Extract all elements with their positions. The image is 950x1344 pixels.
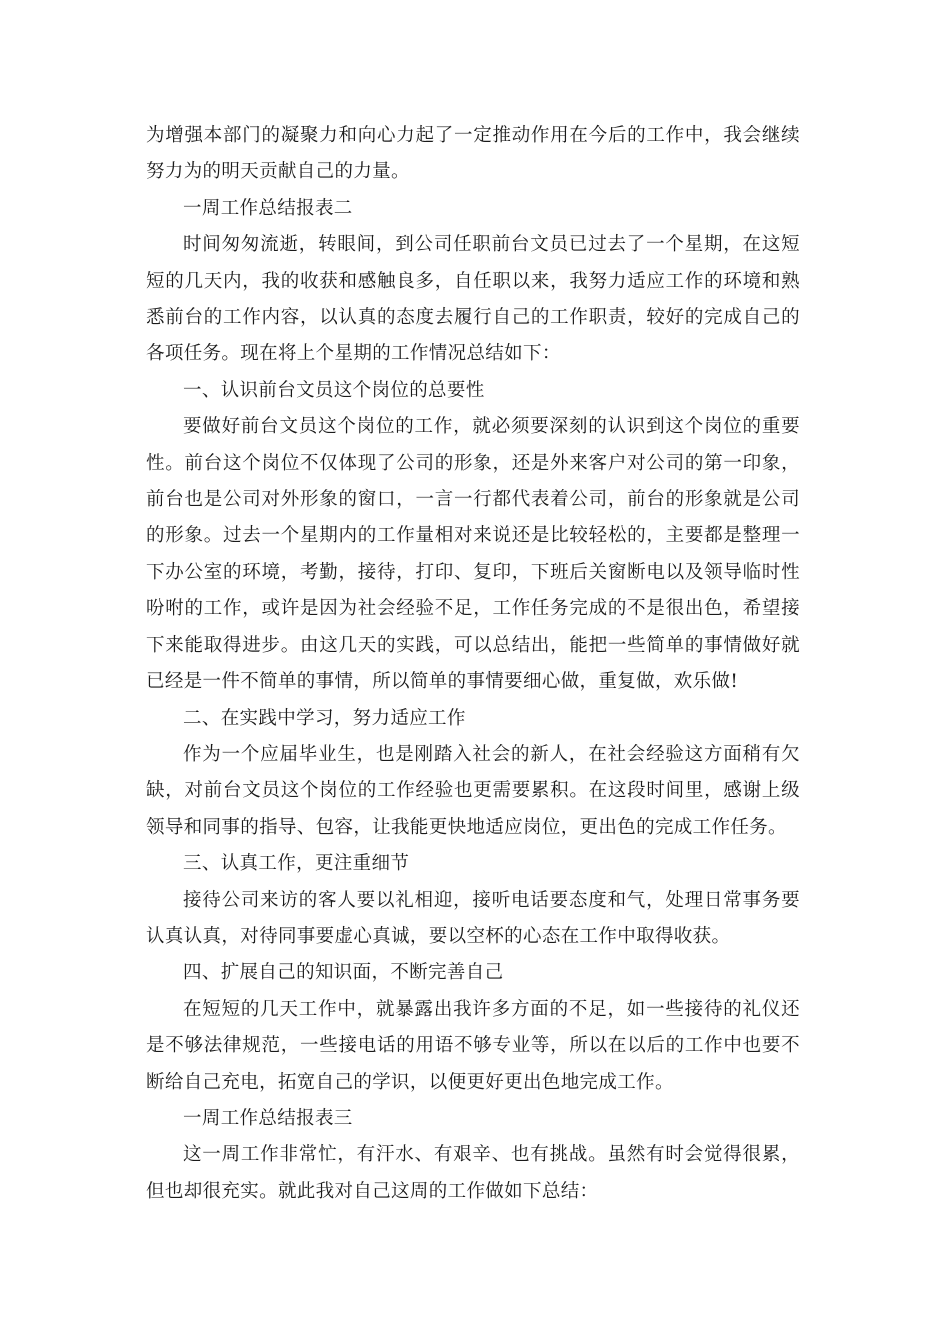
paragraph: 时间匆匆流逝，转眼间，到公司任职前台文员已过去了一个星期，在这短短的几天内，我的收获和感触良多，自任职以来，我努力适应工作的环境和熟悉前台的工作内容，以认真的态度去履行自己的工作职责，较好的完成自己的各项任务。现在将上个星期的工作情况总结如下： [146, 234, 800, 365]
document-body [146, 118, 800, 1210]
section-heading: 一、认识前台文员这个岗位的总要性 [183, 379, 485, 401]
section-heading: 四、扩展自己的知识面，不断完善自己 [183, 962, 504, 984]
section-heading: 一周工作总结报表三 [183, 1107, 353, 1129]
paragraph: 接待公司来访的客人要以礼相迎，接听电话要态度和气，处理日常事务要认真认真，对待同事要虚心真诚，要以空杯的心态在工作中取得收获。 [146, 889, 800, 947]
section-heading: 一周工作总结报表二 [183, 197, 353, 219]
section-heading: 三、认真工作，更注重细节 [183, 853, 410, 875]
paragraph: 在短短的几天工作中，就暴露出我许多方面的不足，如一些接待的礼仪还是不够法律规范，一些接电话的用语不够专业等，所以在以后的工作中也要不断给自己充电，拓宽自己的学识，以便更好更出色地完成工作。 [146, 998, 800, 1093]
section-heading: 二、在实践中学习，努力适应工作 [183, 707, 466, 729]
paragraph: 要做好前台文员这个岗位的工作，就必须要深刻的认识到这个岗位的重要性。前台这个岗位不仅体现了公司的形象，还是外来客户对公司的第一印象，前台也是公司对外形象的窗口，一言一行都代表着公司，前台的形象就是公司的形象。过去一个星期内的工作量相对来说还是比较轻松的，主要都是整理一下办公室的环境，考勤，接待，打印、复印，下班后关窗断电以及领导临时性吩咐的工作，或许是因为社会经验不足，工作任务完成的不是很出色，希望接下来能取得进步。由这几天的实践，可以总结出，能把一些简单的事情做好就已经是一件不简单的事情，所以简单的事情要细心做，重复做，欢乐做! [146, 416, 800, 693]
paragraph: 作为一个应届毕业生，也是刚踏入社会的新人，在社会经验这方面稍有欠缺，对前台文员这个岗位的工作经验也更需要累积。在这段时间里，感谢上级领导和同事的指导、包容，让我能更快地适应岗位，更出色的完成工作任务。 [146, 743, 800, 838]
paragraph: 这一周工作非常忙，有汗水、有艰辛、也有挑战。虽然有时会觉得很累，但也却很充实。就此我对自己这周的工作做如下总结： [146, 1144, 800, 1202]
paragraph: 为增强本部门的凝聚力和向心力起了一定推动作用在今后的工作中，我会继续努力为的明天贡献自己的力量。 [146, 125, 800, 183]
